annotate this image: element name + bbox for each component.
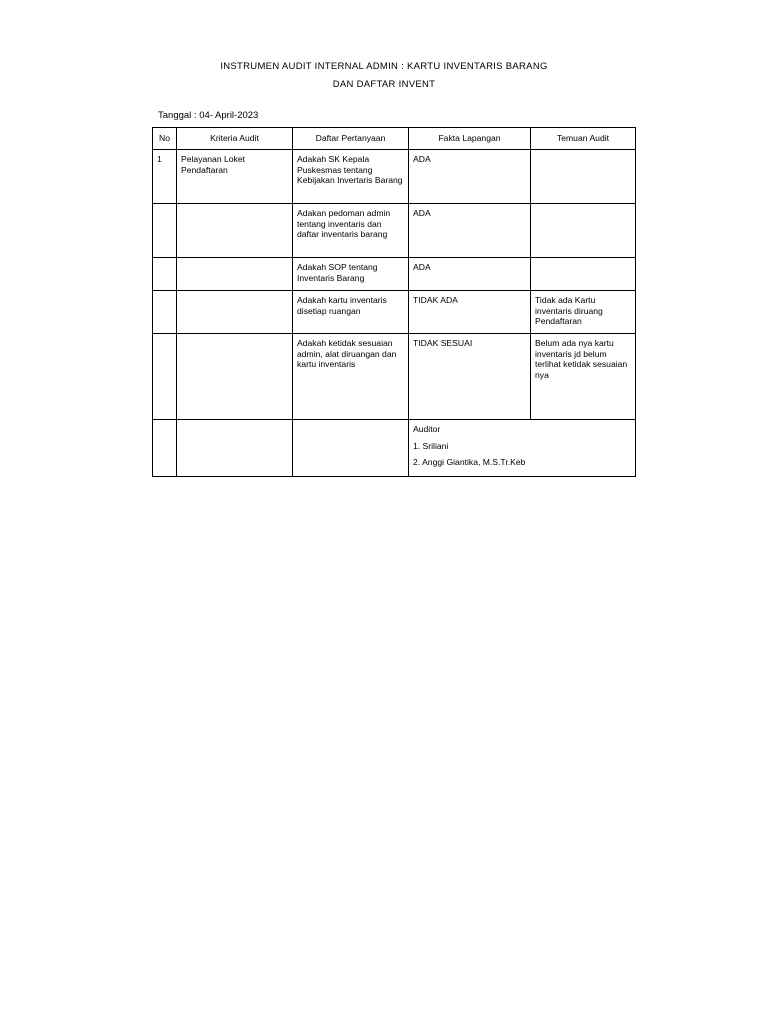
table-row [153, 291, 636, 334]
cell-pertanyaan: Adakah ketidak sesuaian admin, alat diruangan dan kartu inventaris [293, 334, 409, 420]
cell-fakta: ADA [409, 258, 531, 291]
cell-pertanyaan: Adakah kartu inventaris disetiap ruangan [293, 291, 409, 334]
cell-kriteria: Pelayanan Loket Pendaftaran [177, 150, 293, 204]
document-title-line1: INSTRUMEN AUDIT INTERNAL ADMIN : KARTU INVENTARIS BARANG [220, 61, 548, 72]
cell-pertanyaan: Adakah SOP tentang Inventaris Barang [293, 258, 409, 291]
cell-no [153, 204, 177, 258]
cell-fakta: TIDAK ADA [409, 291, 531, 334]
header-no: No [153, 128, 177, 150]
header-fakta-lapangan: Fakta Lapangan [409, 128, 531, 150]
document-title-line2: DAN DAFTAR INVENT [332, 79, 436, 90]
auditor-row [153, 420, 636, 477]
cell-empty [153, 420, 177, 477]
cell-pertanyaan: Adakan pedoman admin tentang inventaris dan daftar inventaris barang [293, 204, 409, 258]
audit-date: Tanggal : 04- April-2023 [158, 110, 259, 121]
table-row [153, 334, 636, 420]
cell-temuan [531, 204, 636, 258]
cell-empty [293, 420, 409, 477]
cell-kriteria [177, 334, 293, 420]
header-kriteria-audit: Kriteria Audit [177, 128, 293, 150]
auditor-name-1: 1. Sriliani [413, 440, 449, 451]
cell-no: 1 [153, 150, 177, 204]
header-temuan-audit: Temuan Audit [531, 128, 636, 150]
auditor-cell [409, 420, 636, 477]
cell-pertanyaan: Adakah SK Kepala Puskesmas tentang Kebijakan Invertaris Barang [293, 150, 409, 204]
table-row [153, 258, 636, 291]
header-daftar-pertanyaan: Daftar Pertanyaan [293, 128, 409, 150]
cell-no [153, 334, 177, 420]
cell-temuan: Tidak ada Kartu inventaris diruang Pendaftaran [531, 291, 636, 334]
cell-empty [177, 420, 293, 477]
auditor-name-2: 2. Anggi Giantika, M.S.Tr.Keb [413, 457, 526, 468]
cell-kriteria [177, 204, 293, 258]
cell-no [153, 258, 177, 291]
cell-no [153, 291, 177, 334]
cell-kriteria [177, 291, 293, 334]
cell-temuan [531, 258, 636, 291]
auditor-label: Auditor [413, 424, 441, 434]
cell-fakta: TIDAK SESUAI [409, 334, 531, 420]
cell-temuan [531, 150, 636, 204]
audit-table [152, 127, 636, 477]
table-header-row [153, 128, 636, 150]
cell-kriteria [177, 258, 293, 291]
cell-temuan: Belum ada nya kartu inventaris jd belum terlihat ketidak sesuaian nya [531, 334, 636, 420]
table-row [153, 204, 636, 258]
table-row [153, 150, 636, 204]
cell-fakta: ADA [409, 204, 531, 258]
cell-fakta: ADA [409, 150, 531, 204]
